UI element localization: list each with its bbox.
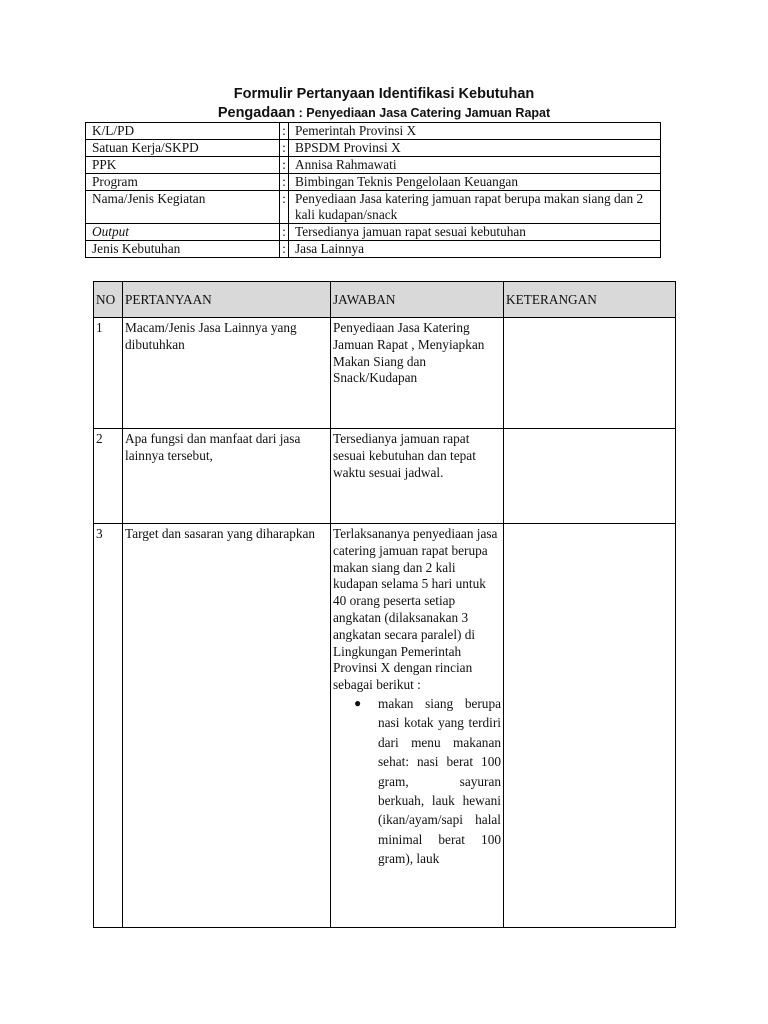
info-colon: :: [280, 123, 289, 140]
info-key: PPK: [86, 157, 280, 174]
info-key: Satuan Kerja/SKPD: [86, 140, 280, 157]
info-row: [86, 157, 661, 174]
info-key: Program: [86, 174, 280, 191]
subtitle-value: : Penyediaan Jasa Catering Jamuan Rapat: [295, 106, 551, 120]
info-value: Bimbingan Teknis Pengelolaan Keuangan: [289, 174, 661, 191]
header-no: NO: [94, 282, 123, 318]
row-note: [504, 524, 676, 928]
bullet-icon: ●: [354, 695, 362, 710]
row-number: 1: [94, 318, 123, 429]
info-value: BPSDM Provinsi X: [289, 140, 661, 157]
table-row: [94, 524, 676, 928]
question-table: [93, 281, 676, 928]
info-value: Pemerintah Provinsi X: [289, 123, 661, 140]
row-answer: Tersedianya jamuan rapat sesuai kebutuhan dan tepat waktu sesuai jadwal.: [331, 429, 504, 524]
header-note: KETERANGAN: [504, 282, 676, 318]
subtitle-label: Pengadaan: [217, 105, 296, 121]
form-title: Formulir Pertanyaan Identifikasi Kebutuhan: [233, 86, 535, 102]
row-question: Apa fungsi dan manfaat dari jasa lainnya tersebut,: [123, 429, 331, 524]
info-value: Annisa Rahmawati: [289, 157, 661, 174]
row-answer: Penyediaan Jasa Katering Jamuan Rapat , Menyiapkan Makan Siang dan Snack/Kudapan: [331, 318, 504, 429]
info-key: Jenis Kebutuhan: [86, 241, 280, 258]
info-colon: :: [280, 224, 289, 241]
info-value: Penyediaan Jasa katering jamuan rapat berupa makan siang dan 2 kali kudapan/snack: [289, 191, 661, 224]
question-table-header: [94, 282, 676, 318]
info-value: Jasa Lainnya: [289, 241, 661, 258]
header-question: PERTANYAAN: [123, 282, 331, 318]
row-question: Macam/Jenis Jasa Lainnya yang dibutuhkan: [123, 318, 331, 429]
info-colon: :: [280, 174, 289, 191]
bullet-text: makan siang berupa nasi kotak yang terdiri dari menu makanan sehat: nasi berat 100 gram, sayuran berkuah, lauk hewani (ikan/ayam/sapi halal minimal berat 100 gram), lauk: [378, 695, 501, 867]
table-row: [94, 429, 676, 524]
info-row: [86, 191, 661, 224]
row-number: 3: [94, 524, 123, 928]
info-colon: :: [280, 241, 289, 258]
info-table: [85, 122, 661, 258]
info-key: K/L/PD: [86, 123, 280, 140]
form-subtitle: [0, 104, 768, 122]
list-item: [354, 694, 501, 869]
answer-bullet-list: [333, 694, 501, 869]
row-note: [504, 429, 676, 524]
row-answer-cell: [331, 524, 504, 928]
info-key: Nama/Jenis Kegiatan: [86, 191, 280, 224]
row-question: Target dan sasaran yang diharapkan: [123, 524, 331, 928]
info-row: [86, 140, 661, 157]
info-value: Tersedianya jamuan rapat sesuai kebutuhan: [289, 224, 661, 241]
row-answer: Terlaksananya penyediaan jasa catering jamuan rapat berupa makan siang dan 2 kali kudapan selama 5 hari untuk 40 orang peserta setiap angkatan (dilaksanakan 3 angkatan secara paralel) di Lingkungan Pemerintah Provinsi X dengan rincian sebagai berikut :: [333, 526, 498, 693]
table-row: [94, 318, 676, 429]
info-row: [86, 241, 661, 258]
info-key: Output: [86, 224, 280, 241]
info-colon: :: [280, 157, 289, 174]
info-row: [86, 224, 661, 241]
header-answer: JAWABAN: [331, 282, 504, 318]
row-note: [504, 318, 676, 429]
info-colon: :: [280, 191, 289, 224]
info-row: [86, 174, 661, 191]
info-colon: :: [280, 140, 289, 157]
info-row: [86, 123, 661, 140]
row-number: 2: [94, 429, 123, 524]
